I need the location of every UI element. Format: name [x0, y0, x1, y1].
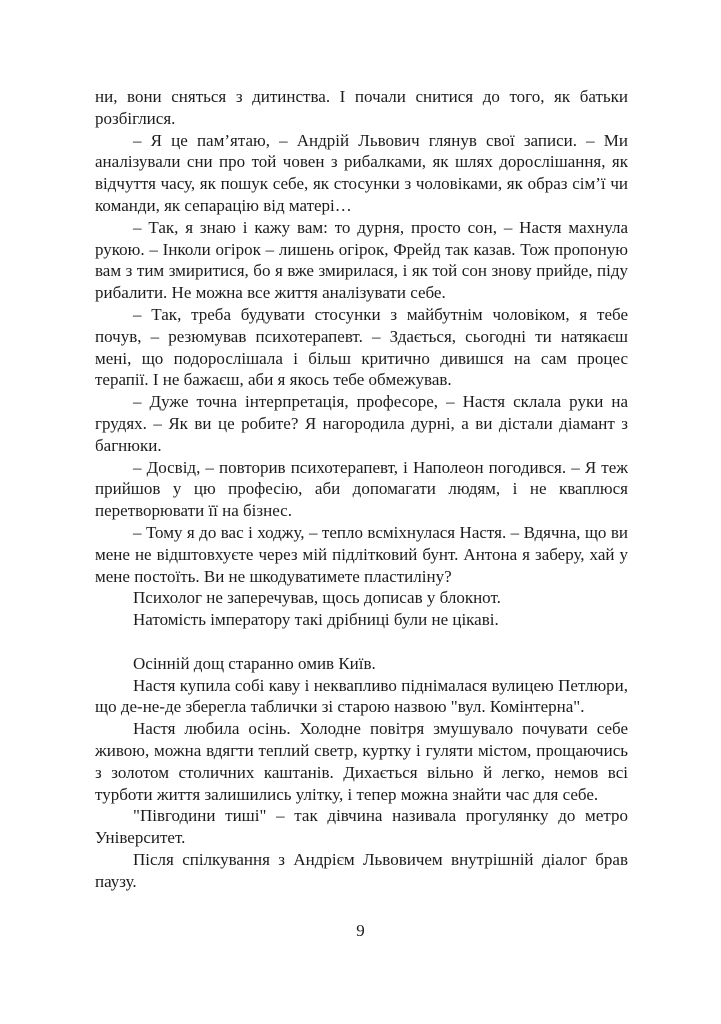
- paragraph: "Півгодини тиші" – так дівчина називала прогулянку до метро Університет.: [95, 806, 628, 848]
- page-text: [95, 86, 628, 892]
- paragraph: Настя любила осінь. Холодне повітря змушувало почувати себе живою, можна вдягти теплий светр, куртку і гуляти містом, прощаючись з золотом столичних каштанів. Дихається вільно й легко, немов всі турботи життя залишились улітку, і тепер можна знайти час для себе.: [95, 719, 628, 804]
- page-number: 9: [356, 921, 365, 940]
- paragraph: Психолог не заперечував, щось дописав у блокнот.: [133, 588, 501, 608]
- paragraph: – Так, я знаю і кажу вам: то дурня, просто сон, – Настя махнула рукою. – Інколи огірок – лишень огірок, Фрейд так казав. Тож пропоную вам з тим змиритися, бо я вже змирилася, і як той сон знову прийде, піду рибалити. Не можна все життя аналізувати себе.: [95, 217, 628, 303]
- paragraph: – Дуже точна інтерпретація, професоре, – Настя склала руки на грудях. – Як ви це робите? Я нагородила дурні, а ви дістали діамант з багнюки.: [95, 392, 628, 455]
- paragraph: – Досвід, – повторив психотерапевт, і Наполеон погодився. – Я теж прийшов у цю професію, аби допомагати людям, і не кваплюся перетворювати її на бізнес.: [95, 457, 628, 521]
- paragraph: – Тому я до вас і ходжу, – тепло всміхнулася Настя. – Вдячна, що ви мене не відштовхуєте через мій підлітковий бунт. Антона я заберу, хай у мене постоїть. Ви не шкодуватимете пластиліну?: [95, 522, 628, 586]
- paragraph: Настя купила собі каву і неквапливо піднімалася вулицею Петлюри, що де-не-де зберегла таблички зі старою назвою "вул. Комінтерна".: [95, 675, 628, 717]
- paragraph: – Так, треба будувати стосунки з майбутнім чоловіком, я тебе почув, – резюмував психотерапевт. – Здається, сьогодні ти натякаєш мені, що подорослішала і більш критично дивишся на сам процес терапії. І не бажаєш, аби я якось тебе обмежував.: [95, 304, 628, 390]
- paragraph: Після спілкування з Андрієм Львовичем внутрішній діалог брав паузу.: [95, 849, 628, 891]
- paragraph: ни, вони сняться з дитинства. І почали снитися до того, як батьки розбіглися.: [95, 87, 628, 128]
- paragraph: Осінній дощ старанно омив Київ.: [133, 653, 376, 673]
- paragraph: Натомість імператору такі дрібниці були не цікаві.: [133, 610, 499, 630]
- paragraph: – Я це пам’ятаю, – Андрій Львович глянув свої записи. – Ми аналізували сни про той човен з рибалками, як шлях дорослішання, як відчуття часу, як пошук себе, як стосунки з чоловіками, як образ сім’ї чи команди, як сепарацію від матері…: [95, 130, 628, 215]
